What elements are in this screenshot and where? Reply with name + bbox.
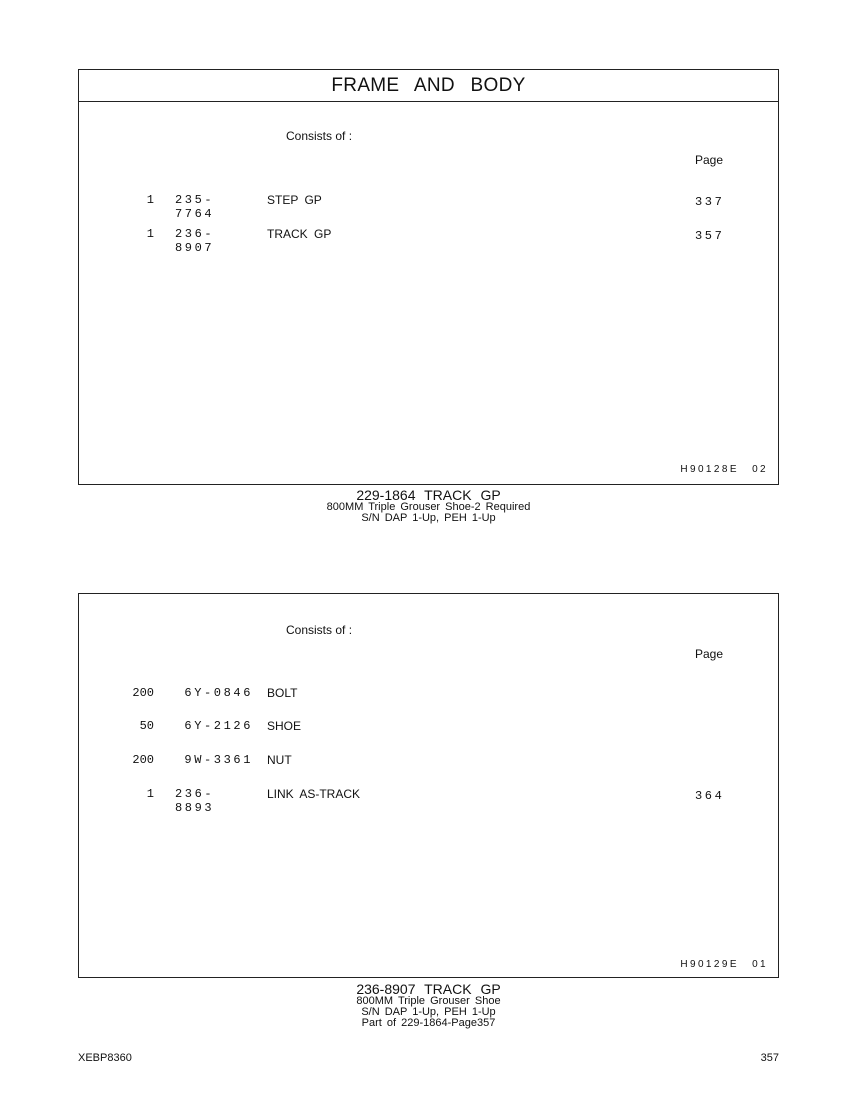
parts-row [79, 719, 779, 737]
document-id: XEBP8360 [78, 1052, 132, 1064]
part-description: STEP GP [267, 193, 322, 207]
part-number: 236-8893 [175, 787, 215, 815]
caption-line: S/N DAP 1-Up, PEH 1-Up [361, 1006, 496, 1018]
parts-list-box-frame-and-body [78, 69, 779, 485]
part-number: 6Y-2126 [184, 719, 253, 733]
quantity: 200 [132, 686, 154, 700]
illustration-id: H90128E 02 [680, 464, 768, 475]
part-number: 235-7764 [175, 193, 215, 221]
assembly-caption [0, 488, 857, 524]
part-description: NUT [267, 753, 292, 767]
page-column-header: Page [695, 647, 724, 661]
caption-line: Part of 229-1864-Page357 [361, 1017, 496, 1029]
quantity: 50 [139, 719, 154, 733]
page-reference-link[interactable]: 337 [695, 195, 725, 209]
illustration-id: H90129E 01 [680, 959, 768, 970]
parts-row [79, 193, 779, 221]
quantity: 1 [146, 193, 154, 207]
page-number: 357 [760, 1052, 779, 1064]
consists-of-label: Consists of : [286, 623, 353, 637]
page-column-header: Page [695, 153, 724, 167]
caption-line: S/N DAP 1-Up, PEH 1-Up [361, 512, 496, 524]
part-number: 9W-3361 [184, 753, 253, 767]
part-description: SHOE [267, 719, 302, 733]
parts-row [79, 787, 779, 815]
parts-row [79, 686, 779, 704]
page-reference-link[interactable]: 364 [695, 789, 725, 803]
part-description: LINK AS-TRACK [267, 787, 361, 801]
caption-line: 800MM Triple Grouser Shoe-2 Required [326, 501, 531, 513]
part-number: 6Y-0846 [184, 686, 253, 700]
assembly-caption [0, 982, 857, 1029]
consists-of-label: Consists of : [286, 129, 353, 143]
part-description: BOLT [267, 686, 298, 700]
part-number: 236-8907 [175, 227, 215, 255]
caption-title: 236-8907 TRACK GP [356, 981, 501, 997]
quantity: 200 [132, 753, 154, 767]
caption-line: 800MM Triple Grouser Shoe [356, 995, 501, 1007]
parts-list-box-track-gp [78, 593, 779, 978]
parts-row [79, 227, 779, 255]
section-title: FRAME AND BODY [79, 70, 778, 102]
caption-title: 229-1864 TRACK GP [356, 487, 501, 503]
page-reference-link[interactable]: 357 [695, 229, 725, 243]
quantity: 1 [146, 787, 154, 801]
quantity: 1 [146, 227, 154, 241]
part-description: TRACK GP [267, 227, 332, 241]
parts-row [79, 753, 779, 771]
